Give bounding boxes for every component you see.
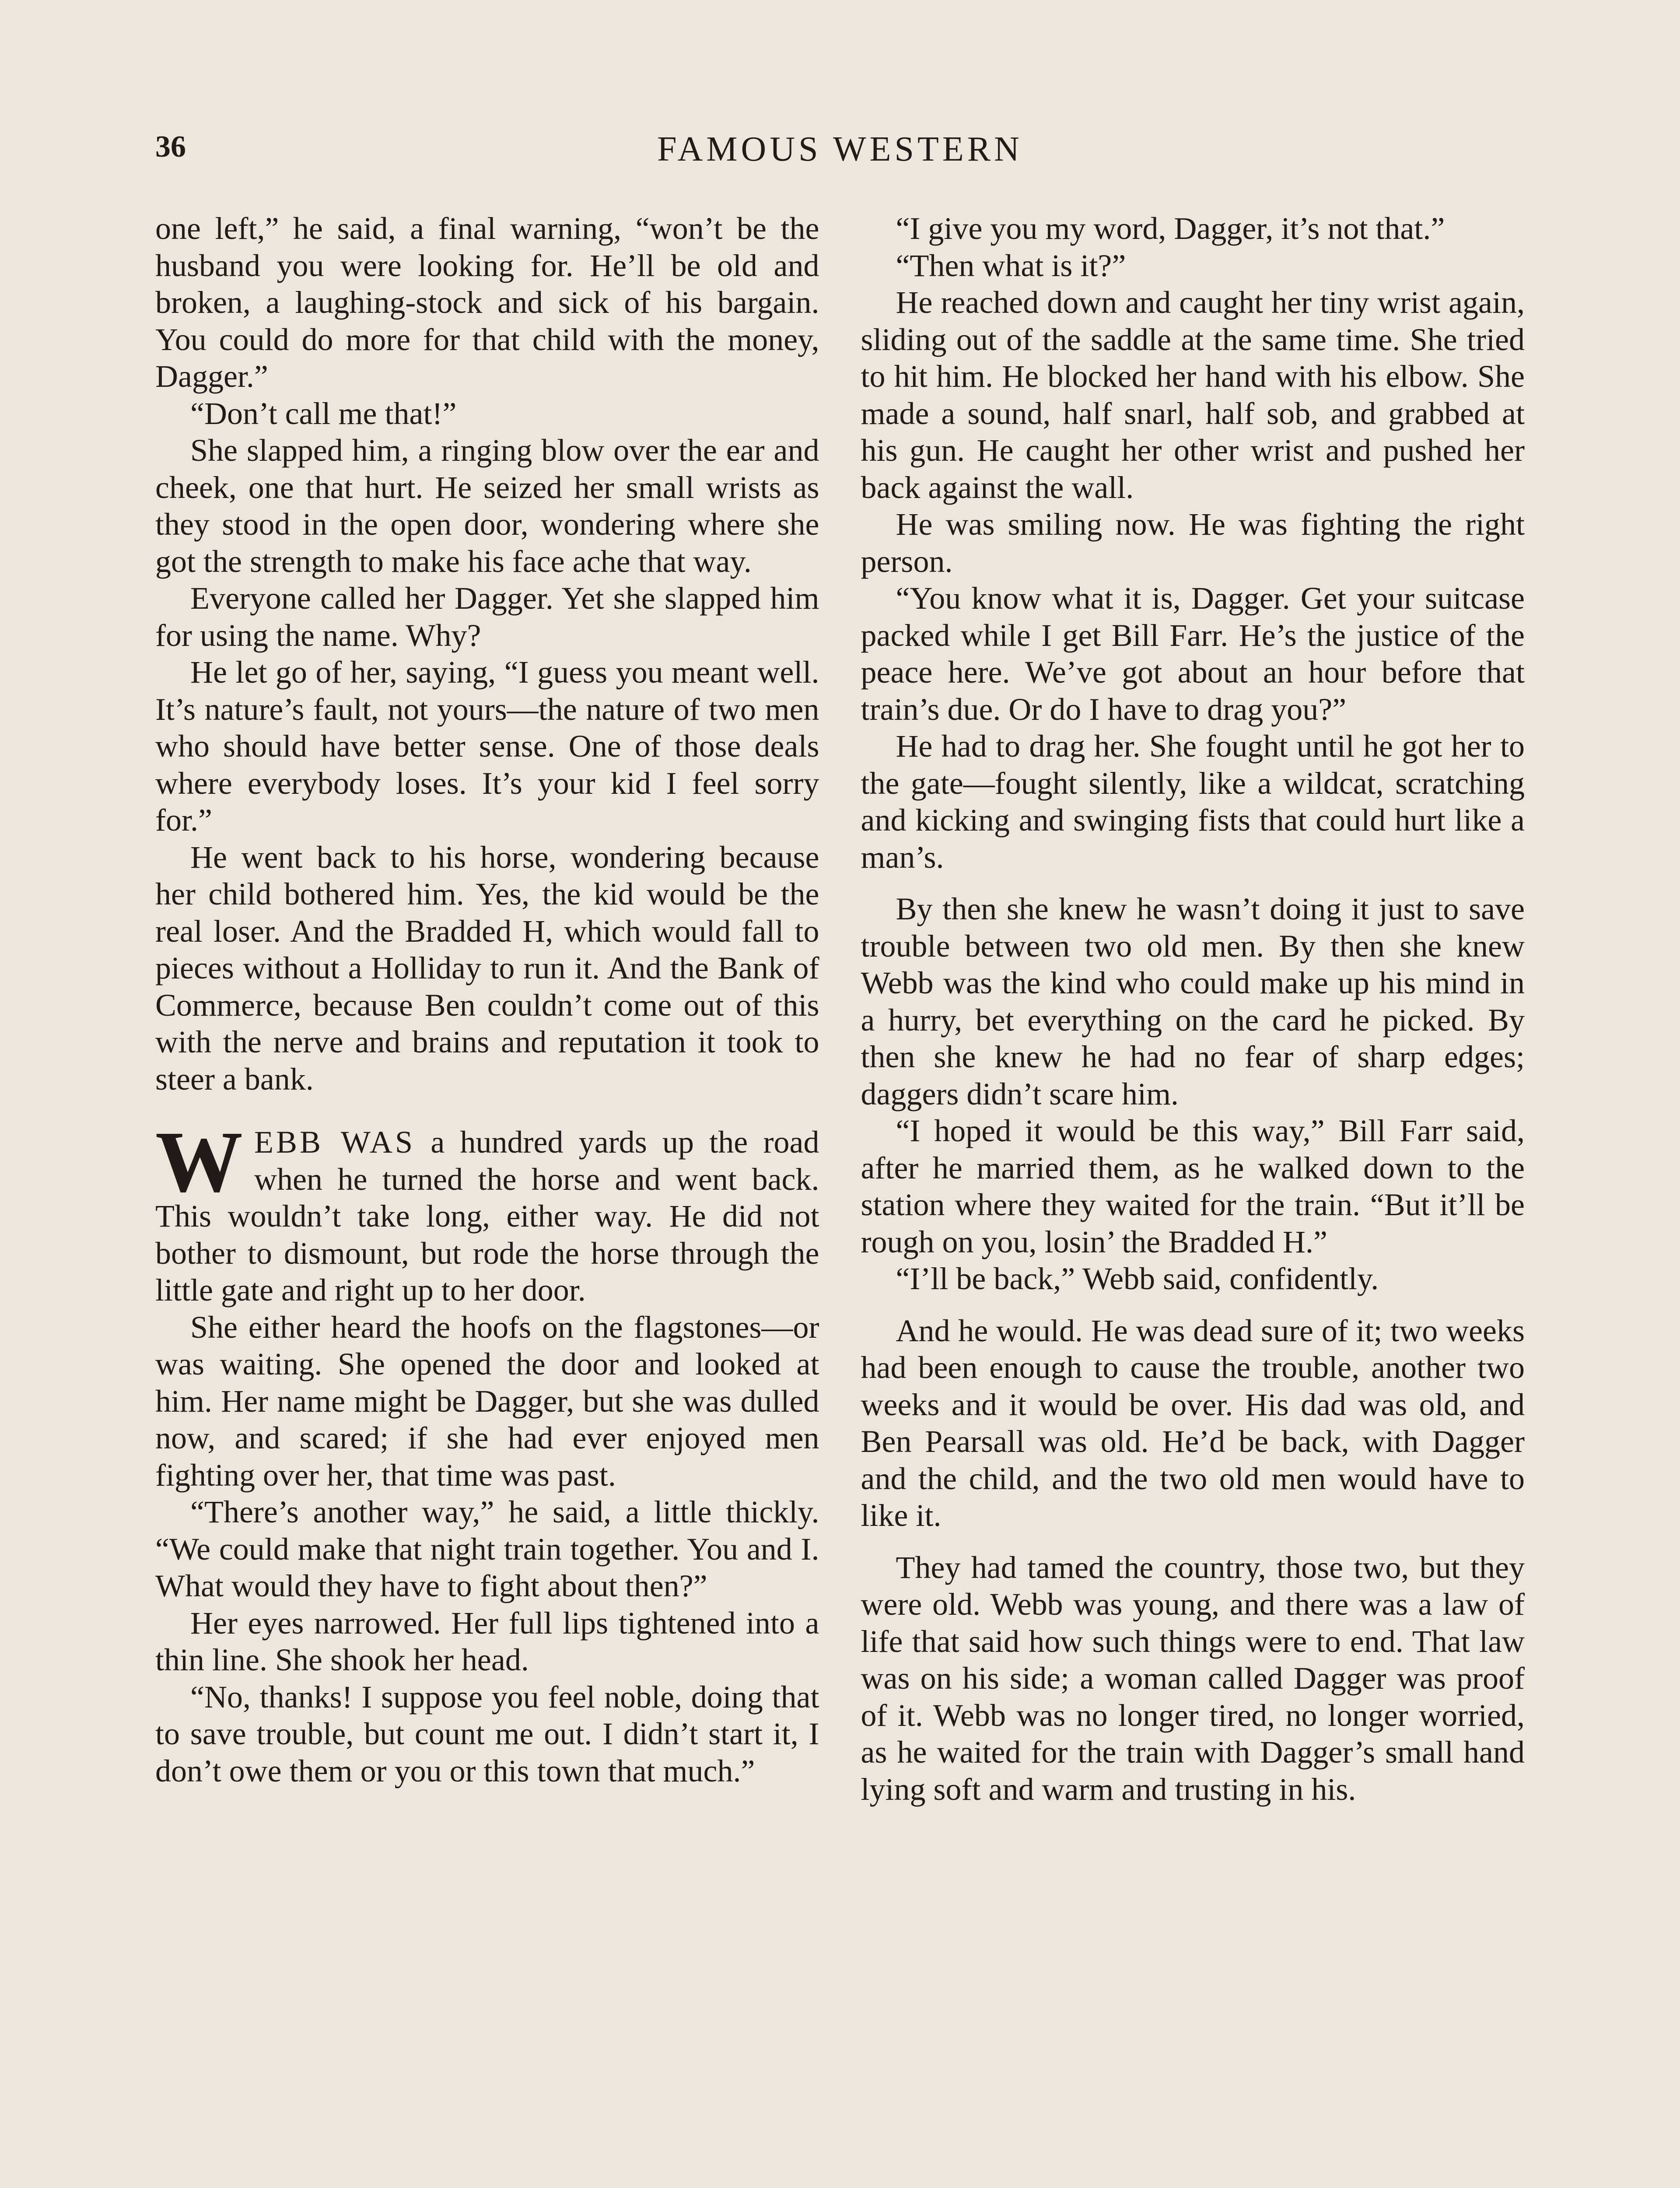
paragraph: “There’s another way,” he said, a little thickly. “We could make that night train together. You and I. What would they have to fight about then?” xyxy=(155,1494,819,1603)
paragraph: “Then what is it?” xyxy=(896,248,1126,283)
paragraph: And he would. He was dead sure of it; two weeks had been enough to cause the trouble, another two weeks and it would be over. His dad was old, and Ben Pearsall was old. He’d be back, with Dagger and the child, and the two old men would have to like it. xyxy=(861,1313,1525,1533)
paragraph: “Don’t call me that!” xyxy=(190,396,457,431)
paragraph: “I hoped it would be this way,” Bill Farr said, after he married them, as he walked down to the station where they waited for the train. “But it’ll be rough on you, losin’ the Bradded H.” xyxy=(861,1113,1525,1259)
paragraph: He let go of her, saying, “I guess you meant well. It’s nature’s fault, not yours—the nature of two men who should have better sense. One of those deals where everybody loses. It’s your kid I feel sorry for.” xyxy=(155,655,819,838)
paragraph: Everyone called her Dagger. Yet she slapped him for using the name. Why? xyxy=(155,581,819,653)
paragraph: “No, thanks! I suppose you feel noble, doing that to save trouble, but count me out. I didn’t start it, I don’t owe them or you or this town that much.” xyxy=(155,1679,819,1788)
paragraph: “You know what it is, Dagger. Get your suitcase packed while I get Bill Farr. He’s the justice of the peace here. We’ve got about an hour before that train’s due. Or do I have to drag you?” xyxy=(861,581,1525,727)
paragraph: He reached down and caught her tiny wrist again, sliding out of the saddle at the same time. She tried to hit him. He blocked her hand with his elbow. She made a sound, half snarl, half sob, and grabbed at his gun. He caught her other wrist and pushed her back against the wall. xyxy=(861,285,1525,505)
section-opening-paragraph xyxy=(155,1114,819,1309)
paragraph: She slapped him, a ringing blow over the ear and cheek, one that hurt. He seized her small wrists as they stood in the open door, wondering where she got the strength to make his face ache that way. xyxy=(155,433,819,579)
text-columns xyxy=(155,210,1525,2188)
paragraph: He had to drag her. She fought until he got her to the gate—fought silently, like a wildcat, scratching and kicking and swinging fists that could hurt like a man’s. xyxy=(861,729,1525,875)
paragraph: By then she knew he wasn’t doing it just to save trouble between two old men. By then she knew Webb was the kind who could make up his mind in a hurry, bet everything on the card he picked. By then she knew he had no fear of sharp edges; daggers didn’t scare him. xyxy=(861,891,1525,1112)
magazine-title: FAMOUS WESTERN xyxy=(657,130,1023,168)
page-header xyxy=(155,130,1525,178)
section-opening-text: a hundred yards up the road when he turned the horse and went back. This wouldn’t take long, either way. He did not bother to dismount, but rode the horse through the little gate and right up to her door. xyxy=(155,1125,819,1308)
left-column xyxy=(155,210,819,2188)
paragraph: He went back to his horse, wondering because her child bothered him. Yes, the kid would be the real loser. And the Bradded H, which would fall to pieces without a Holliday to run it. And the Bank of Commerce, because Ben couldn’t come out of this with the nerve and brains and reputation it took to steer a bank. xyxy=(155,839,819,1097)
paragraph: “I give you my word, Dagger, it’s not that.” xyxy=(896,211,1445,246)
paragraph: “I’ll be back,” Webb said, confidently. xyxy=(896,1261,1379,1296)
paragraph: She either heard the hoofs on the flagstones—or was waiting. She opened the door and looked at him. Her name might be Dagger, but she was dulled now, and scared; if she had ever enjoyed men fighting over her, that time was past. xyxy=(155,1309,819,1493)
paragraph: He was smiling now. He was fighting the right person. xyxy=(861,507,1525,579)
drop-cap-lead: WEBB WAS xyxy=(155,1114,416,1210)
page-number: 36 xyxy=(155,130,186,164)
paragraph: Her eyes narrowed. Her full lips tightened into a thin line. She shook her head. xyxy=(155,1605,819,1677)
paragraph: They had tamed the country, those two, but they were old. Webb was young, and there was a law of life that said how such things were to end. That law was on his side; a woman called Dagger was proof of it. Webb was no longer tired, no longer worried, as he waited for the train with Dagger’s small hand lying soft and warm and trusting in his. xyxy=(861,1550,1525,1807)
right-column xyxy=(861,210,1525,2188)
paragraph: one left,” he said, a final warning, “won’t be the husband you were looking for. He’ll be old and broken, a laughing-stock and sick of his bargain. You could do more for that child with the money, Dagger.” xyxy=(155,211,819,394)
